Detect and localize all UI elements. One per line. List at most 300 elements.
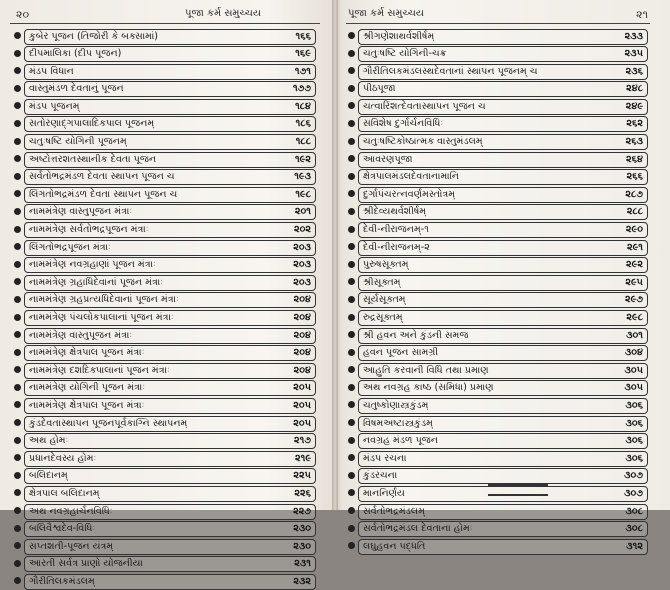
bullet-icon — [348, 67, 355, 74]
entry-title: કુંડદેવતાસ્થાપન પૂજનપૂર્વકાગ્નિ સ્થાપનમ્ — [29, 417, 188, 429]
entry-page-number: ૧૮૪ — [295, 100, 311, 112]
index-entry — [14, 203, 316, 221]
bullet-icon — [348, 85, 355, 92]
index-entry — [14, 449, 316, 467]
entry-title: વિષમઅષ્ટાસ્ત્રકુંડમ્ — [363, 417, 433, 429]
entry-page-number: ૨૨૬ — [294, 487, 311, 499]
entry-page-number: ૧૮૮ — [295, 136, 311, 148]
entry-title: બલિદાનમ્ — [29, 470, 68, 482]
bullet-icon — [348, 349, 355, 356]
index-entry — [348, 97, 648, 115]
index-entry — [348, 467, 648, 485]
entry-title: લઘુહવન પદ્ધતિ — [363, 540, 426, 552]
entry-box — [24, 328, 316, 344]
index-entry — [348, 326, 648, 344]
bullet-icon — [14, 314, 21, 321]
bullet-icon — [348, 384, 355, 391]
bullet-icon — [14, 349, 21, 356]
entry-title: સતોરણાદ્ગપાલાદિકપાલ પૂજનમ્ — [29, 118, 155, 130]
index-entry — [348, 502, 648, 520]
entry-title: નામમંત્રેણ યોગિની પૂજન મંત્રાઃ — [29, 382, 146, 394]
bullet-icon — [348, 50, 355, 57]
entry-box — [24, 152, 316, 168]
entry-box — [24, 574, 316, 590]
index-entry — [348, 133, 648, 151]
entry-page-number: ૧૭૭ — [292, 83, 311, 95]
index-entry — [14, 45, 316, 63]
entry-box — [358, 240, 648, 256]
entry-page-number: ૧૯૨ — [294, 153, 311, 165]
entry-page-number: ૩૧૨ — [626, 540, 643, 552]
entry-title: સપ્તશતી-પૂજન યંત્રમ્ — [29, 540, 114, 552]
bullet-icon — [14, 437, 21, 444]
entry-box — [24, 187, 316, 203]
entry-box — [358, 504, 648, 520]
entry-page-number: ૨૦૨ — [293, 224, 311, 236]
bullet-icon — [348, 507, 355, 514]
entry-page-number: ૩૦૬ — [625, 435, 643, 447]
entry-page-number: ૨૨૫ — [293, 470, 311, 482]
entry-box — [358, 468, 648, 484]
entry-page-number: ૨૩૩ — [624, 30, 643, 42]
bullet-icon — [14, 489, 21, 496]
bullet-icon — [14, 560, 21, 567]
index-entry — [14, 309, 316, 327]
entry-title: મંડપ રચના — [363, 452, 407, 464]
bullet-icon — [14, 384, 21, 391]
entry-title: નામમંત્રેણ ગ્રહપ્રત્યધિદેવાનાં પૂજન મંત્રાઃ — [29, 294, 179, 306]
bullet-icon — [348, 366, 355, 373]
bullet-icon — [14, 226, 21, 233]
entry-page-number: ૨૨૭ — [293, 505, 311, 517]
index-entry — [14, 256, 316, 274]
index-entry — [14, 97, 316, 115]
entry-box — [358, 152, 648, 168]
entry-box — [358, 169, 648, 185]
entry-box — [358, 451, 648, 467]
bullet-icon — [14, 261, 21, 268]
entry-title: લિંગતોભદ્રપૂજન મંત્રાઃ — [29, 241, 111, 253]
entry-title: ગૌરીતિલકમંડલસ્થદેવતાનાં સ્થાપન પૂજનમ્ ચ — [363, 65, 538, 77]
right-page-header — [338, 6, 670, 26]
entry-page-number: ૨૦૩ — [293, 241, 311, 253]
entry-title: શ્રીગણેશાથર્વશીર્ષમ્ — [363, 30, 435, 42]
entry-box — [358, 81, 648, 97]
entry-title: હવન પૂજન સામગ્રી — [363, 347, 439, 359]
entry-title: અથ નવગ્રહાર્ચનવિધિઃ — [29, 505, 113, 517]
bullet-icon — [348, 278, 355, 285]
entry-box — [358, 29, 648, 45]
entry-page-number: ૨૦૪ — [293, 294, 311, 306]
entry-page-number: ૨૬૪ — [626, 153, 643, 165]
entry-title: અથ નવગ્રહ કાષ્ઠ (સમિધા) પ્રમાણ — [363, 382, 494, 394]
entry-title: આરતી સર્વત્ર પ્રાણો યોજનીયા — [29, 558, 143, 570]
entry-title: સર્વતોભદ્રમંડલમ્ — [363, 505, 425, 517]
index-entry — [14, 555, 316, 573]
entry-title: નામમંત્રેણ પંચલોકપાલાનાં પૂજન મંત્રાઃ — [29, 312, 174, 323]
entry-page-number: ૨૦૪ — [293, 329, 311, 341]
index-entry — [348, 520, 648, 538]
index-entry — [14, 396, 316, 414]
entry-title: સર્વતોભદ્રમંડલ દેવતાના હોમઃ — [363, 523, 473, 535]
index-entry — [14, 520, 316, 538]
index-entry — [348, 150, 648, 168]
entry-box — [358, 539, 648, 555]
entry-box — [24, 504, 316, 520]
bullet-icon — [14, 366, 21, 373]
bullet-icon — [14, 278, 21, 285]
entry-title: અથ હોમઃ — [29, 435, 69, 447]
entry-page-number: ૨૬૩ — [625, 136, 643, 148]
entry-page-number: ૨૩૦ — [293, 540, 311, 552]
entry-page-number: ૨૯૦ — [625, 224, 643, 236]
entry-page-number: ૧૮૬ — [295, 118, 311, 130]
entry-box — [358, 310, 648, 326]
entry-page-number: ૨૩૬ — [625, 65, 643, 77]
entry-box — [358, 187, 648, 203]
entry-box — [24, 539, 316, 555]
index-entry — [14, 467, 316, 485]
entry-page-number: ૨૪૯ — [625, 100, 643, 112]
entry-title: દેવી-નીરાજનમ્-૨ — [363, 241, 430, 253]
entry-box — [358, 433, 648, 449]
entry-title: ચતુઃષષ્ટિ યોગિની પૂજનમ્ — [29, 136, 127, 148]
entry-box — [358, 380, 648, 396]
entry-title: લિંગતોભદ્રમંડળ દેવતા સ્થાપન પૂજન ચ — [29, 188, 178, 200]
entry-box — [358, 328, 648, 344]
entry-page-number: ૧૯૮ — [295, 188, 311, 200]
index-entry — [348, 115, 648, 133]
bullet-icon — [348, 401, 355, 408]
bullet-icon — [348, 437, 355, 444]
entry-page-number: ૨૬૬ — [626, 171, 643, 183]
bullet-icon — [14, 507, 21, 514]
entry-page-number: ૩૦૫ — [624, 364, 643, 376]
bullet-icon — [14, 67, 21, 74]
entry-title: શ્રીદેવ્યથર્વશીર્ષમ્ — [363, 206, 427, 218]
entry-title: નામમંત્રેણ સર્વતોભદ્રપૂજન મંત્રાઃ — [29, 224, 149, 236]
entry-box — [358, 292, 648, 308]
index-entry — [14, 361, 316, 379]
index-entry — [14, 80, 316, 98]
index-entry — [348, 361, 648, 379]
entry-page-number: ૨૦૩ — [293, 276, 311, 288]
entry-page-number: ૨૦૪ — [293, 364, 311, 376]
entry-page-number: ૨૦૧ — [294, 206, 311, 218]
left-page-title: પૂજા કર્મ સમુચ્ચય — [185, 8, 262, 19]
index-entry — [14, 115, 316, 133]
bullet-icon — [14, 243, 21, 250]
entry-page-number: ૩૦૮ — [625, 505, 643, 517]
index-entry — [14, 432, 316, 450]
index-entry — [14, 291, 316, 309]
entry-title: સર્વતોભદ્રમંડળ દેવતા સ્થાપન પૂજન ચ — [29, 171, 175, 183]
bullet-icon — [348, 542, 355, 549]
entry-box — [358, 416, 648, 432]
bullet-icon — [14, 138, 21, 145]
entry-box — [24, 46, 316, 62]
entry-box — [24, 363, 316, 379]
index-entry — [348, 396, 648, 414]
bullet-icon — [14, 331, 21, 338]
index-entry — [348, 221, 648, 239]
index-entry — [348, 449, 648, 467]
entry-title: ચત્વારિંશત્દેવતાસ્થાપન પૂજન ચ — [363, 100, 486, 112]
entry-box — [358, 116, 648, 132]
index-entry — [14, 150, 316, 168]
entry-title: સૂર્યસૂક્તમ્ — [363, 294, 406, 306]
entry-title: બલિવૈશ્વદેવ-વિધિઃ — [29, 523, 96, 535]
index-entry — [14, 133, 316, 151]
entry-box — [358, 257, 648, 273]
entry-box — [358, 363, 648, 379]
entry-box — [358, 204, 648, 220]
index-entry — [348, 414, 648, 432]
entry-page-number: ૨૦૫ — [293, 417, 311, 429]
bullet-icon — [348, 472, 355, 479]
index-entry — [348, 432, 648, 450]
index-entry — [14, 502, 316, 520]
bullet-icon — [14, 419, 21, 426]
entry-title: નામમંત્રેણ દશદિક્પાલાનાં પૂજન મંત્રાઃ — [29, 364, 170, 376]
index-entry — [14, 221, 316, 239]
bullet-icon — [348, 454, 355, 461]
entry-title: અષ્ટોત્તરશતસ્થાનીક દેવતા પૂજન — [29, 153, 157, 165]
entry-page-number: ૨૪૮ — [626, 83, 643, 95]
index-entry — [14, 484, 316, 502]
index-entry — [348, 45, 648, 63]
index-entry — [14, 326, 316, 344]
entry-title: ચતુઃષષ્ટિ યોગિની-ચક્ર — [363, 48, 447, 60]
index-entry — [14, 273, 316, 291]
bullet-icon — [14, 85, 21, 92]
header-rule — [346, 23, 650, 24]
bullet-icon — [348, 173, 355, 180]
bullet-icon — [348, 331, 355, 338]
entry-box — [24, 29, 316, 45]
entry-page-number: ૧૯૩ — [294, 171, 311, 183]
entry-box — [24, 240, 316, 256]
entry-box — [24, 292, 316, 308]
index-entry — [348, 273, 648, 291]
entry-title: આહુતિ કરવાની વિધિ તથા પ્રમાણ — [363, 364, 489, 376]
bullet-icon — [348, 102, 355, 109]
bullet-icon — [14, 50, 21, 57]
bullet-icon — [348, 190, 355, 197]
bullet-icon — [348, 261, 355, 268]
bullet-icon — [348, 296, 355, 303]
entry-box — [24, 486, 316, 502]
entry-title: પ્રધાનદેવસ્ય હોમઃ — [29, 452, 97, 464]
entry-box — [358, 345, 648, 361]
bullet-icon — [14, 208, 21, 215]
right-page — [338, 0, 670, 552]
entry-title: ગૌરીતિલકમંડલમ્ — [29, 575, 95, 587]
entry-title: ક્ષેત્રપાલમંડલદેવતાનામાનિ — [363, 171, 459, 183]
entry-page-number: ૨૦૫ — [293, 399, 311, 411]
entry-box — [24, 64, 316, 80]
entry-title: મંડપ પૂજનમ્ — [29, 100, 80, 112]
entry-page-number: ૩૦૮ — [625, 523, 643, 535]
entry-box — [24, 257, 316, 273]
entry-title: વાસ્તુમંડળ દેવતાનું પૂજન — [29, 83, 124, 95]
bullet-icon — [14, 102, 21, 109]
bullet-icon — [14, 525, 21, 532]
bullet-icon — [348, 208, 355, 215]
entry-box — [24, 416, 316, 432]
entry-title: સવિશેષ દુર્ગાર્ચનવિધિઃ — [363, 118, 444, 130]
bullet-icon — [14, 120, 21, 127]
bullet-icon — [348, 155, 355, 162]
index-entry — [348, 537, 648, 555]
index-entry — [348, 256, 648, 274]
left-page-header — [0, 6, 332, 26]
entry-page-number: ૨૦૫ — [293, 382, 311, 394]
entry-box — [24, 451, 316, 467]
entry-box — [358, 46, 648, 62]
entry-page-number: ૩૦૫ — [624, 382, 643, 394]
bullet-icon — [348, 419, 355, 426]
entry-page-number: ૨૯૨ — [626, 259, 643, 271]
bullet-icon — [348, 226, 355, 233]
entry-page-number: ૨૦૩ — [293, 259, 311, 271]
bullet-icon — [348, 243, 355, 250]
entry-page-number: ૩૦૪ — [624, 347, 643, 359]
index-entry — [14, 168, 316, 186]
left-page — [0, 0, 332, 587]
entry-box — [24, 380, 316, 396]
entry-title: પીઠપૂજા — [363, 83, 396, 95]
entry-box — [24, 169, 316, 185]
bullet-icon — [14, 454, 21, 461]
index-entry — [348, 185, 648, 203]
left-index-list — [0, 27, 332, 590]
index-entry — [14, 27, 316, 45]
right-index-list — [338, 27, 670, 555]
entry-page-number: ૨૦૪ — [293, 347, 311, 359]
entry-title: નામમંત્રેણ વાસ્તુપૂજન મંત્રાઃ — [29, 329, 133, 341]
entry-page-number: ૨૦૪ — [293, 312, 311, 323]
index-entry — [348, 168, 648, 186]
bullet-icon — [14, 401, 21, 408]
entry-page-number: ૨૩૦ — [293, 523, 311, 535]
bullet-icon — [348, 525, 355, 532]
entry-title: દેવી-નીરાજનમ્-૧ — [363, 224, 429, 236]
bullet-icon — [14, 542, 21, 549]
entry-page-number: ૩૦૬ — [625, 399, 643, 411]
entry-title: નામમંત્રેણ ક્ષેત્રપાલ પૂજન મંત્રાઃ — [29, 347, 145, 359]
entry-title: રુદ્રસૂક્તમ્ — [363, 312, 403, 323]
index-entry — [14, 537, 316, 555]
footer-ornament — [488, 484, 548, 496]
entry-title: ક્ષેત્રપાલ બલિદાનમ્ — [29, 487, 100, 499]
entry-box — [24, 116, 316, 132]
entry-title: નામમંત્રેણ વાસ્તુપૂજન મંત્રાઃ — [29, 206, 133, 218]
entry-box — [24, 134, 316, 150]
bullet-icon — [14, 155, 21, 162]
entry-title: નામમંત્રેણ ક્ષેત્રપાલ પૂજન મંત્રાઃ — [29, 399, 145, 411]
entry-title: કુંડરચના — [363, 470, 398, 482]
entry-title: ચતુઃષષ્ટિકોષ્ઠાત્મક વાસ્તુમંડલમ્ — [363, 136, 483, 148]
entry-box — [358, 134, 648, 150]
bullet-icon — [14, 32, 21, 39]
entry-box — [358, 521, 648, 537]
entry-page-number: ૨૮૭ — [625, 188, 643, 200]
entry-page-number: ૨૯૭ — [625, 294, 643, 306]
entry-box — [24, 398, 316, 414]
entry-title: નામમંત્રેણ નવગ્રહાણાં પૂજન મંત્રાઃ — [29, 259, 156, 271]
entry-box — [358, 99, 648, 115]
bullet-icon — [14, 472, 21, 479]
entry-box — [24, 468, 316, 484]
right-page-title: પૂજા કર્મ સમુચ્ચય — [348, 8, 425, 19]
entry-box — [24, 81, 316, 97]
index-entry — [14, 414, 316, 432]
entry-page-number: ૧૬૬ — [295, 30, 311, 42]
entry-page-number: ૩૦૭ — [624, 470, 643, 482]
bullet-icon — [348, 138, 355, 145]
index-entry — [348, 291, 648, 309]
entry-title: શ્રી હવન અને કુંડની સમજ — [363, 329, 469, 341]
entry-page-number: ૨૮૮ — [626, 206, 643, 218]
entry-box — [358, 222, 648, 238]
entry-page-number: ૨૬૨ — [626, 118, 643, 130]
entry-title: કુબેર પૂજન (તિજોરી કે બક્સામાં) — [29, 30, 159, 42]
index-entry — [14, 379, 316, 397]
index-entry — [348, 379, 648, 397]
entry-page-number: ૨૩૫ — [624, 48, 643, 60]
entry-box — [24, 310, 316, 326]
left-page-number: ૨૦ — [16, 8, 30, 21]
entry-box — [358, 398, 648, 414]
bullet-icon — [14, 190, 21, 197]
entry-title: આવરણપૂજા — [363, 153, 413, 165]
entry-title: પુરુષસૂક્તમ્ — [363, 259, 409, 271]
entry-page-number: ૩૦૬ — [625, 452, 643, 464]
header-rule — [10, 23, 320, 24]
entry-page-number: ૨૩૧ — [294, 558, 311, 570]
entry-page-number: ૨૩૨ — [293, 575, 311, 587]
bullet-icon — [14, 173, 21, 180]
entry-page-number: ૧૬૯ — [295, 48, 311, 60]
entry-page-number: ૧૭૧ — [294, 65, 311, 77]
entry-title: નવગ્રહ મંડળ પૂજન — [363, 435, 439, 447]
entry-title: મંડપ વિધાન — [29, 65, 74, 77]
entry-page-number: ૩૦૭ — [624, 487, 643, 499]
entry-page-number: ૨૯૧ — [626, 241, 643, 253]
entry-page-number: ૨૧૭ — [293, 435, 311, 447]
index-entry — [348, 344, 648, 362]
index-entry — [14, 344, 316, 362]
entry-box — [358, 275, 648, 291]
index-entry — [348, 27, 648, 45]
index-entry — [348, 309, 648, 327]
entry-box — [24, 521, 316, 537]
entry-page-number: ૨૧૯ — [294, 452, 311, 464]
entry-box — [24, 345, 316, 361]
bullet-icon — [348, 32, 355, 39]
entry-title: દુર્ગાપંચરત્નવર્ણમસ્તોત્રમ્ — [363, 188, 456, 200]
index-entry — [348, 80, 648, 98]
entry-page-number: ૩૦૬ — [625, 417, 643, 429]
bullet-icon — [14, 296, 21, 303]
entry-title: માનનિર્ણય — [363, 487, 405, 499]
bullet-icon — [348, 120, 355, 127]
entry-box — [24, 433, 316, 449]
index-entry — [14, 185, 316, 203]
bullet-icon — [348, 489, 355, 496]
index-entry — [14, 572, 316, 590]
